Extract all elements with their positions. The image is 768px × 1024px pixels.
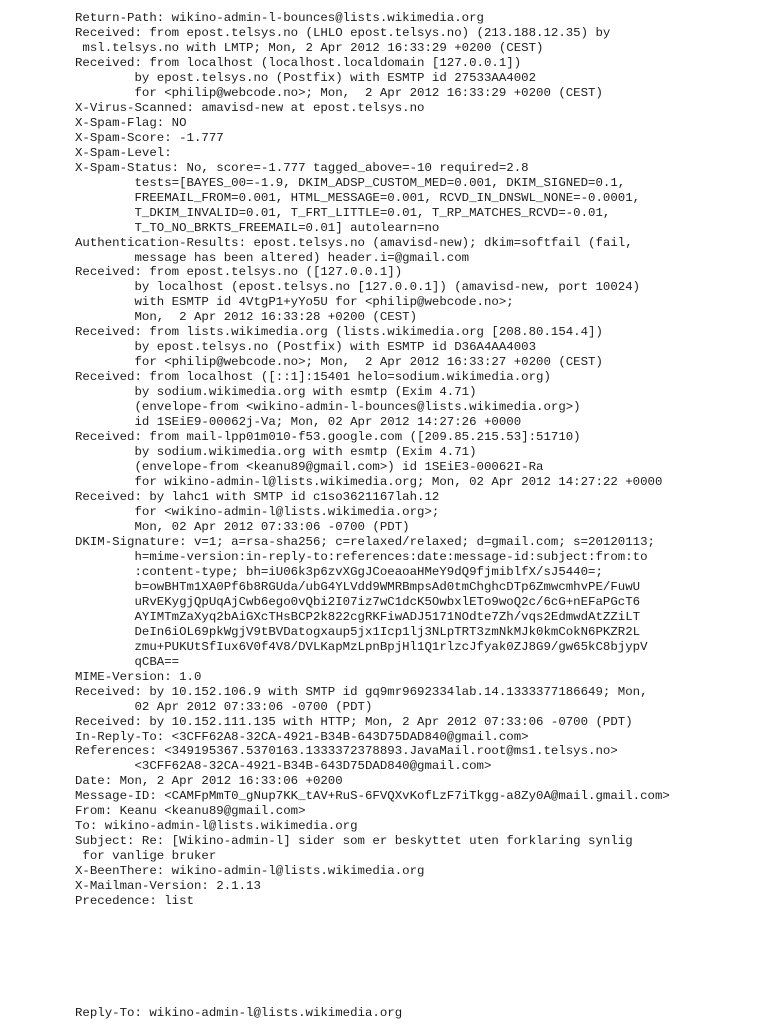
header-line: Date: Mon, 2 Apr 2012 16:33:06 +0200 (75, 774, 343, 789)
header-line: Return-Path: wikino-admin-l-bounces@lists.wikimedia.org (75, 11, 484, 25)
header-line: X-Mailman-Version: 2.1.13 (75, 879, 261, 894)
header-line: DKIM-Signature: v=1; a=rsa-sha256; c=relaxed/relaxed; d=gmail.com; s=20120113; (75, 534, 655, 549)
header-line: (envelope-from <keanu89@gmail.com>) id 1SEiE3-00062I-Ra (75, 460, 544, 475)
header-line: msl.telsys.no with LMTP; Mon, 2 Apr 2012 16:33:29 +0200 (CEST) (75, 40, 544, 55)
header-line: Received: from localhost (localhost.localdomain [127.0.0.1]) (75, 55, 522, 70)
header-line: with ESMTP id 4VtgP1+yYo5U for <philip@webcode.no>; (75, 295, 514, 310)
header-line: Message-ID: <CAMFpMmT0_gNup7KK_tAV+RuS-6FVQXvKofLzF7iTkgg-a8Zy0A@mail.gmail.com> (75, 789, 670, 804)
header-line: FREEMAIL_FROM=0.001, HTML_MESSAGE=0.001, RCVD_IN_DNSWL_NONE=-0.0001, (75, 190, 641, 205)
header-line: for <wikino-admin-l@lists.wikimedia.org>; (75, 504, 440, 519)
header-line: Authentication-Results: epost.telsys.no (amavisd-new); dkim=softfail (fail, (75, 235, 633, 250)
header-line: id 1SEiE9-00062j-Va; Mon, 02 Apr 2012 14:27:26 +0000 (75, 415, 522, 430)
header-line: uRvEKygjQpUqAjCwb6ego0vQbi2I07iz7wC1dcK5OwbxlETo9woQ2c/6cG+nEFaPGcT6 (75, 594, 641, 609)
header-line: by epost.telsys.no (Postfix) with ESMTP id 27533AA4002 (75, 70, 537, 85)
header-line: Received: from mail-lpp01m010-f53.google.com ([209.85.215.53]:51710) (75, 430, 581, 445)
header-line: for <philip@webcode.no>; Mon, 2 Apr 2012 16:33:29 +0200 (CEST) (75, 85, 603, 100)
header-line: AYIMTmZaXyq2bAiGXcTHsBCP2k822cgRKFiwADJ5171NOdte7Zh/vqs2EdmwdAtZZiLT (75, 609, 641, 624)
header-line: by sodium.wikimedia.org with esmtp (Exim 4.71) (75, 385, 477, 400)
header-line: Received: from epost.telsys.no ([127.0.0.1]) (75, 265, 403, 280)
header-line: :content-type; bh=iU06k3p6zvXGgJCoeaoaHMeY9dQ9fjmiblfX/sJ5440=; (75, 564, 603, 579)
header-line: zmu+PUKUtSfIux6V0f4V8/DVLKapMzLpnBpjHl1Q1rlzcJfyak0ZJ8G9/gw65kC8bjypV (75, 639, 648, 654)
header-line: <3CFF62A8-32CA-4921-B34B-643D75DAD840@gmail.com> (75, 759, 492, 774)
header-line: for <philip@webcode.no>; Mon, 2 Apr 2012 16:33:27 +0200 (CEST) (75, 355, 603, 370)
header-line: tests=[BAYES_00=-1.9, DKIM_ADSP_CUSTOM_MED=0.001, DKIM_SIGNED=0.1, (75, 175, 626, 190)
header-line: Mon, 2 Apr 2012 16:33:28 +0200 (CEST) (75, 310, 418, 325)
header-line: Subject: Re: [Wikino-admin-l] sider som er beskyttet uten forklaring synlig (75, 834, 633, 849)
header-line: Received: from localhost ([::1]:15401 helo=sodium.wikimedia.org) (75, 370, 551, 385)
header-line: h=mime-version:in-reply-to:references:date:message-id:subject:from:to (75, 549, 648, 564)
header-line: Received: from lists.wikimedia.org (lists.wikimedia.org [208.80.154.4]) (75, 325, 603, 340)
email-header-block (75, 11, 670, 909)
header-line: X-Spam-Flag: NO (75, 115, 187, 130)
header-line: Precedence: list (75, 894, 194, 909)
header-line: message has been altered) header.i=@gmail.com (75, 250, 470, 265)
header-line: T_TO_NO_BRKTS_FREEMAIL=0.01] autolearn=no (75, 220, 440, 235)
header-line: Mon, 02 Apr 2012 07:33:06 -0700 (PDT) (75, 519, 410, 534)
header-line: Received: from epost.telsys.no (LHLO epost.telsys.no) (213.188.12.35) by (75, 25, 611, 40)
header-line: X-Spam-Status: No, score=-1.777 tagged_above=-10 required=2.8 (75, 160, 529, 175)
header-line: Received: by lahc1 with SMTP id c1so3621167lah.12 (75, 490, 440, 504)
header-line: X-BeenThere: wikino-admin-l@lists.wikimedia.org (75, 864, 425, 879)
header-line: X-Spam-Level: (75, 145, 172, 160)
header-line: by sodium.wikimedia.org with esmtp (Exim 4.71) (75, 445, 477, 460)
header-line: T_DKIM_INVALID=0.01, T_FRT_LITTLE=0.01, T_RP_MATCHES_RCVD=-0.01, (75, 205, 611, 220)
header-line: X-Spam-Score: -1.777 (75, 130, 224, 145)
header-line: X-Virus-Scanned: amavisd-new at epost.telsys.no (75, 100, 425, 115)
header-line: To: wikino-admin-l@lists.wikimedia.org (75, 819, 358, 834)
header-line: b=owBHTm1XA0Pf6b8RGUda/ubG4YLVdd9WMRBmpsAd0tmChghcDTp6ZmwcmhvPE/FuwU (75, 579, 641, 594)
header-line: In-Reply-To: <3CFF62A8-32CA-4921-B34B-643D75DAD840@gmail.com> (75, 729, 529, 744)
reply-to-header-line: Reply-To: wikino-admin-l@lists.wikimedia.org (75, 1006, 403, 1020)
header-line: qCBA== (75, 654, 180, 669)
header-line: by localhost (epost.telsys.no [127.0.0.1]) (amavisd-new, port 10024) (75, 280, 641, 295)
header-line: (envelope-from <wikino-admin-l-bounces@lists.wikimedia.org>) (75, 400, 581, 415)
header-line: MIME-Version: 1.0 (75, 669, 202, 684)
header-line: Received: by 10.152.106.9 with SMTP id gq9mr9692334lab.14.1333377186649; Mon, (75, 684, 648, 699)
header-line: DeIn6iOL69pkWgjV9tBVDatogxaup5jx1Icp1lj3NLpTRT3zmNkMJk0kmCokN6PKZR2L (75, 624, 641, 639)
header-line: From: Keanu <keanu89@gmail.com> (75, 804, 306, 819)
header-line: for vanlige bruker (75, 849, 217, 864)
header-line: by epost.telsys.no (Postfix) with ESMTP id D36A4AA4003 (75, 340, 537, 355)
header-line: Received: by 10.152.111.135 with HTTP; Mon, 2 Apr 2012 07:33:06 -0700 (PDT) (75, 714, 633, 729)
header-line: References: <349195367.5370163.1333372378893.JavaMail.root@ms1.telsys.no> (75, 744, 618, 759)
header-line: for wikino-admin-l@lists.wikimedia.org; Mon, 02 Apr 2012 14:27:22 +0000 (75, 475, 663, 490)
header-line: 02 Apr 2012 07:33:06 -0700 (PDT) (75, 699, 373, 714)
